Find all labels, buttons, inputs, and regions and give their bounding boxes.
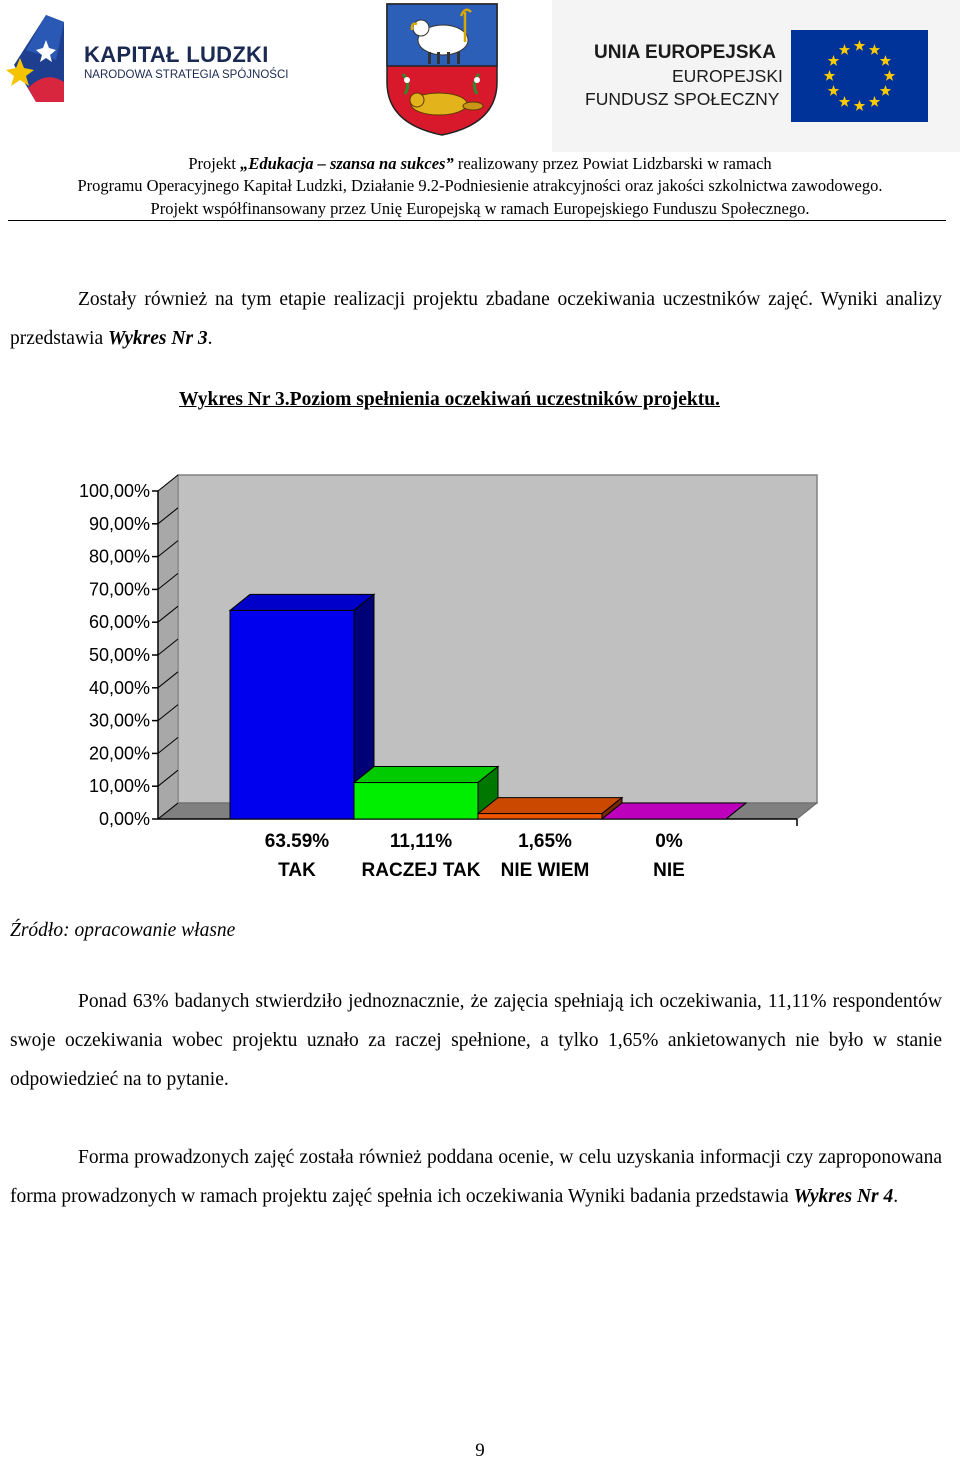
- bar-top: [602, 803, 746, 819]
- y-tick-label: 90,00%: [88, 513, 150, 534]
- project-name: „Edukacja – szansa na sukces”: [240, 154, 454, 173]
- next-end: .: [893, 1186, 899, 1207]
- bar-top: [230, 594, 374, 610]
- y-tick-label: 40,00%: [88, 677, 150, 698]
- project-header-line1: [0, 153, 960, 175]
- summary-paragraph: [10, 982, 942, 1099]
- y-tick-label: 10,00%: [88, 776, 150, 797]
- bar-value-label: 63.59%: [264, 831, 330, 852]
- page-number: 9: [475, 1440, 485, 1461]
- project-header-line3: Projekt współfinansowany przez Unię Europejską w ramach Europejskiego Funduszu Społecznego.: [150, 199, 810, 218]
- bar: [354, 783, 478, 819]
- y-tick-label: 80,00%: [88, 546, 150, 567]
- source-note: Źródło: opracowanie własne: [10, 920, 236, 941]
- y-tick-label: 100,00%: [78, 481, 150, 501]
- chart-caption: Wykres Nr 3.Poziom spełnienia oczekiwań uczestników projektu.: [179, 389, 720, 410]
- x-category-label: TAK: [278, 860, 316, 881]
- bar: [230, 610, 354, 819]
- y-tick-label: 70,00%: [88, 579, 150, 600]
- y-tick-label: 0,00%: [98, 809, 150, 829]
- x-category-label: NIE: [653, 860, 685, 881]
- project-line1-prefix: Projekt: [188, 154, 241, 173]
- intro-end: .: [207, 328, 213, 349]
- bar-top: [478, 798, 622, 814]
- y-tick-label: 60,00%: [88, 612, 150, 633]
- kapital-ludzki-subtitle: NARODOWA STRATEGIA SPÓJNOŚCI: [84, 69, 289, 81]
- project-line1-suffix: realizowany przez Powiat Lidzbarski w ramach: [453, 154, 772, 173]
- next-paragraph: [10, 1138, 942, 1216]
- header-divider: [8, 220, 946, 221]
- coat-of-arms-icon: [383, 2, 501, 137]
- eu-fund-line2: FUNDUSZ SPOŁECZNY: [585, 89, 780, 109]
- x-category-label: NIE WIEM: [500, 860, 590, 881]
- summary-text: Ponad 63% badanych stwierdziło jednoznacznie, że zajęcia spełniają ich oczekiwania, 11,11% respondentów swoje oczekiwania wobec projektu uznało za raczej spełnione, a tylko 1,65% ankietowanych nie było w stanie odpowiedzieć na to pytanie.: [10, 991, 942, 1090]
- bar-value-label: 0%: [655, 831, 683, 852]
- x-category-label: RACZEJ TAK: [361, 860, 481, 881]
- intro-text: Zostały również na tym etapie realizacji projektu zbadane oczekiwania uczestników zajęć. Wyniki analizy przedstawia: [10, 289, 942, 349]
- eu-title: UNIA EUROPEJSKA: [594, 42, 776, 63]
- kapital-ludzki-title: KAPITAŁ LUDZKI: [84, 42, 269, 67]
- intro-paragraph: [10, 280, 942, 358]
- next-text: Forma prowadzonych zajęć została również poddana ocenie, w celu uzyskania informacji czy zaproponowana forma prowadzonych w ramach projektu zajęć spełnia ich oczekiwania Wyniki badania przedstawia: [10, 1147, 942, 1207]
- next-chart-reference: Wykres Nr 4: [793, 1186, 894, 1207]
- intro-chart-reference: Wykres Nr 3: [108, 328, 208, 349]
- eu-fund-line1: EUROPEJSKI: [672, 66, 783, 86]
- y-tick-label: 30,00%: [88, 710, 150, 731]
- bar-value-label: 1,65%: [518, 831, 572, 852]
- y-tick-label: 20,00%: [88, 743, 150, 764]
- bar-value-label: 11,11%: [389, 831, 453, 852]
- eu-flag-icon: [791, 30, 928, 122]
- bar-top: [354, 767, 498, 783]
- y-tick-label: 50,00%: [88, 645, 150, 665]
- bar-chart: [0, 460, 960, 900]
- bar: [478, 814, 602, 819]
- project-header-line2: Programu Operacyjnego Kapitał Ludzki, Działanie 9.2-Podniesienie atrakcyjności oraz jakości szkolnictwa zawodowego.: [77, 176, 883, 195]
